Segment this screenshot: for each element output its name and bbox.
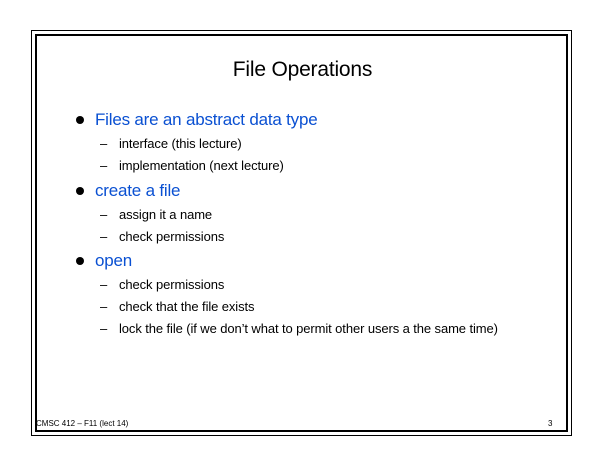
sub-item-text: check that the file exists [119,299,255,314]
bullet-text: open [95,251,133,270]
sub-item-text: lock the file (if we don’t what to permit other users a the same time) [119,321,498,336]
dash-icon: – [100,158,108,173]
dash-icon: – [100,321,108,336]
dash-icon: – [100,229,108,244]
dash-icon: – [100,299,108,314]
bullet-text: create a file [95,181,181,200]
footer-course-label: CMSC 412 – F11 (lect 14) [36,419,129,428]
bullet-dot-icon [76,116,84,124]
page-number: 3 [548,419,553,428]
sub-item-text: check permissions [119,277,225,292]
sub-item-text: assign it a name [119,207,213,222]
dash-icon: – [100,136,108,151]
sub-item-text: interface (this lecture) [119,136,242,151]
bullet-dot-icon [76,257,84,265]
bullet-text: Files are an abstract data type [95,110,318,129]
sub-item-text: check permissions [119,229,225,244]
slide-title: File Operations [232,58,373,81]
dash-icon: – [100,207,108,222]
bullet-dot-icon [76,187,84,195]
dash-icon: – [100,277,108,292]
sub-item-text: implementation (next lecture) [119,158,284,173]
